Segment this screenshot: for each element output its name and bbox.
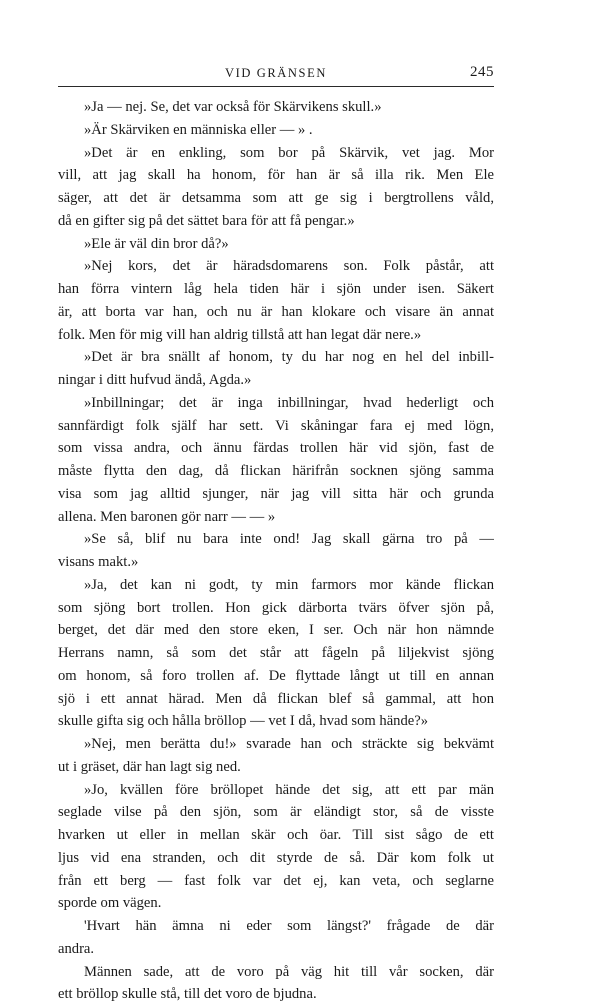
text-line: Herrans namn, så som det står att fågeln på liljekvist sjöng: [58, 645, 494, 661]
text-line: då en gifter sig på det sättet bara för att få pengar.»: [58, 212, 355, 229]
text-line: visa som jag alltid sjunger, när jag vill sitta här och grunda: [58, 485, 494, 502]
text-line: ljus vid ena stranden, och dit styrde de så. Där kom folk ut: [58, 849, 494, 866]
text-line: folk. Men för mig vill han aldrig tillstå att han legat där nere.»: [58, 326, 422, 343]
text-line: »Det är bra snällt af honom, ty du har nog en hel del inbill-: [84, 349, 494, 366]
text-line: om honom, så foro trollen af. De flyttade långt ut till en annan: [58, 667, 494, 684]
text-line: »Jo, kvällen före bröllopet hände det sig, att ett par män: [84, 781, 494, 798]
text-line: ningar i ditt hufvud ändå, Agda.»: [58, 372, 252, 388]
running-header: [58, 64, 494, 86]
text-line: från ett berg — fast folk var det ej, kan veta, och seglarne: [58, 872, 494, 889]
text-line: som vissa andra, och ännu färdas trollen här vid sjön, fast de: [58, 440, 494, 457]
text-line: Männen sade, att de voro på väg hit till vår socken, där: [84, 963, 494, 980]
body-text: [58, 96, 494, 1006]
text-line: säger, att det är detsamma som att ge sig i bergtrollens våld,: [58, 190, 494, 206]
text-line: »Är Skärviken en människa eller — » .: [84, 121, 313, 138]
text-line: »Nej kors, det är häradsdomarens son. Folk påstår, att: [84, 258, 494, 275]
text-line: allena. Men baronen gör narr — — »: [58, 508, 276, 525]
text-line: vill, att jag skall ha honom, för han är så illa rik. Men Ele: [58, 167, 494, 184]
text-line: ett bröllop skulle stå, till det voro de bjudna.: [58, 986, 317, 1003]
header-rule: [58, 86, 494, 87]
text-line: »Ja — nej. Se, det var också för Skärvikens skull.»: [84, 99, 382, 115]
text-line: berget, det där med den store eken, I ser. Och när hon nämnde: [58, 622, 494, 639]
text-line: »Inbillningar; det är inga inbillningar, hvad hederligt och: [84, 394, 494, 411]
text-line: seglade vilse på den sjön, som är eländigt stor, så de visste: [58, 804, 494, 821]
text-line: »Det är en enkling, som bor på Skärvik, vet jag. Mor: [84, 144, 494, 161]
text-line: är, att borta var han, och nu är han klokare och visare än annat: [58, 303, 494, 320]
text-line: hvarken ut eller in mellan skär och öar. Till sist sågo de ett: [58, 827, 494, 843]
running-title: VID GRÄNSEN: [225, 66, 327, 80]
text-line: 'Hvart hän ämna ni eder som längst?' frågade de där: [84, 918, 494, 934]
text-line: måste flytta den dag, då flickan härifrån socknen sjöng samma: [58, 463, 494, 479]
text-line: sjö i ett annat härad. Men då flickan blef så gammal, att hon: [58, 690, 494, 707]
text-line: skulle gifta sig och hålla bröllop — vet I då, hvad som hände?»: [58, 713, 429, 730]
text-line: »Ele är väl din bror då?»: [84, 235, 229, 252]
text-line: visans makt.»: [58, 554, 139, 570]
text-line: »Se så, blif nu bara inte ond! Jag skall gärna tro på —: [84, 531, 494, 548]
text-line: andra.: [58, 940, 95, 957]
text-line: han förra vintern låg hela tiden här i sjön under isen. Säkert: [58, 281, 494, 297]
text-line: ut i gräset, där han lagt sig ned.: [58, 758, 241, 775]
text-line: sporde om vägen.: [58, 895, 162, 912]
page-number: 245: [470, 64, 494, 80]
text-line: »Nej, men berätta du!» svarade han och sträckte sig bekvämt: [84, 736, 494, 752]
text-line: som sjöng bort trollen. Hon gick därborta tvärs öfver sjön på,: [58, 599, 494, 616]
text-line: sannfärdigt folk själf har sett. Vi skåningar fara ej med lögn,: [58, 417, 494, 434]
text-line: »Ja, det kan ni godt, ty min farmors mor kände flickan: [84, 576, 494, 593]
